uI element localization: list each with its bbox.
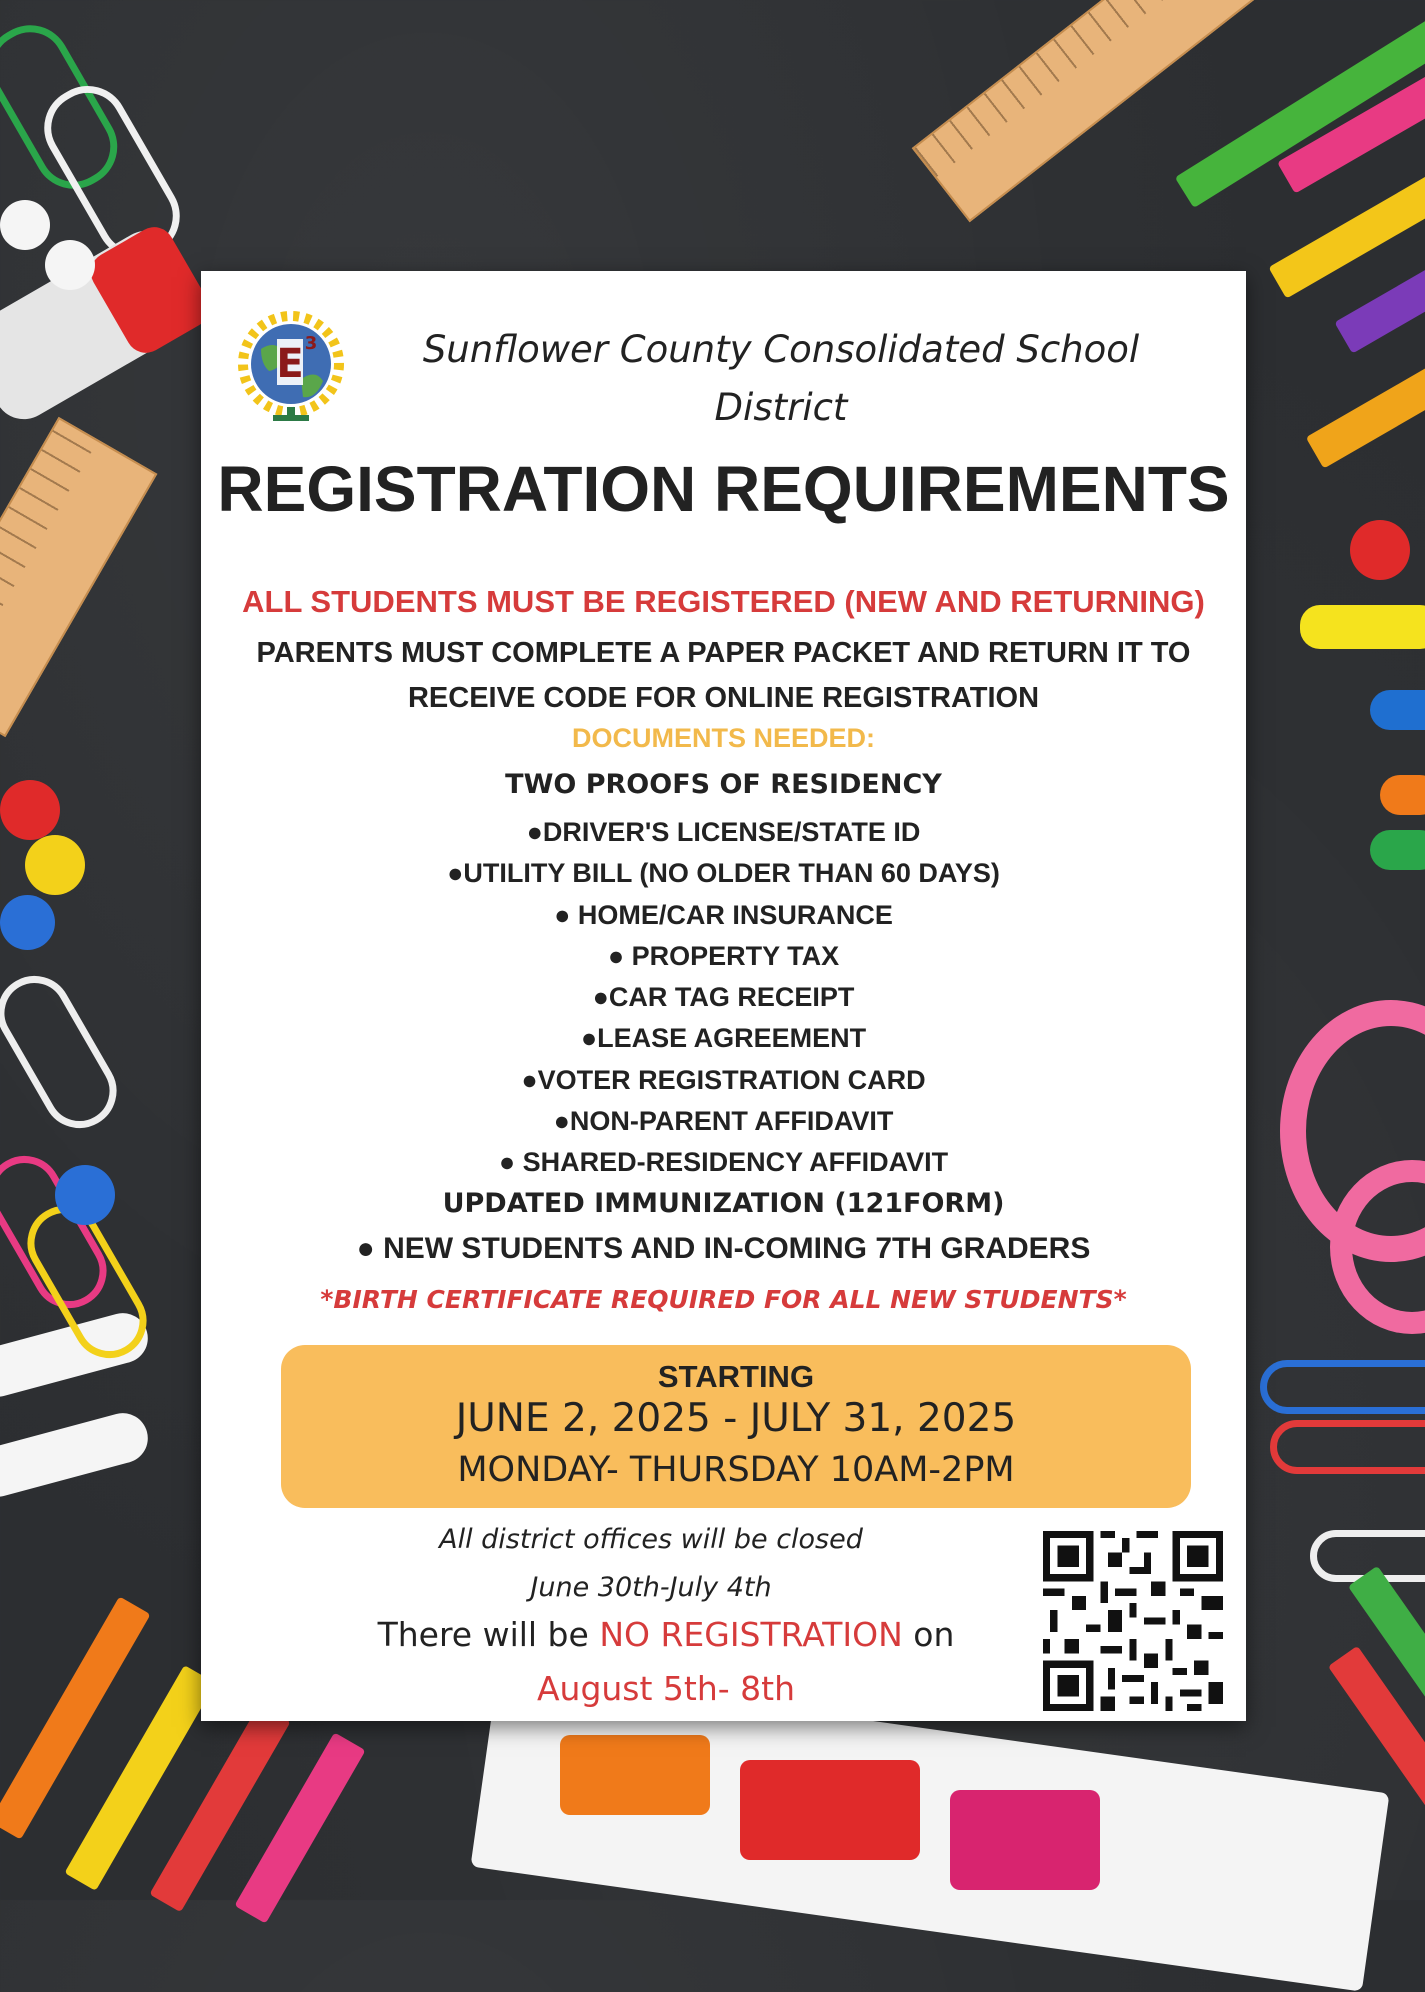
residency-heading: TWO PROOFS OF RESIDENCY xyxy=(505,769,942,800)
parents-line2: RECEIVE CODE FOR ONLINE REGISTRATION xyxy=(407,682,1040,714)
paint-orange xyxy=(560,1735,710,1815)
no-registration-highlight: NO REGISTRATION xyxy=(599,1615,903,1654)
marker-blue xyxy=(1370,690,1425,730)
pin-white-tl2 xyxy=(45,240,95,290)
schedule-dates: JUNE 2, 2025 - JULY 31, 2025 xyxy=(455,1396,1017,1441)
documents-needed-heading: DOCUMENTS NEEDED: xyxy=(571,723,875,753)
district-name-line2: District xyxy=(714,386,848,429)
list-item: ●VOTER REGISTRATION CARD xyxy=(521,1064,926,1095)
schedule-starting: STARTING xyxy=(657,1359,815,1394)
no-registration-notice xyxy=(321,1608,1011,1716)
pencil-orange xyxy=(1306,327,1425,468)
residency-list xyxy=(201,812,1246,1184)
closed-line1: All district offices will be closed xyxy=(439,1524,863,1555)
marker-yellow xyxy=(1300,605,1425,649)
pin-red-r xyxy=(1350,520,1410,580)
schedule-hours: MONDAY- THURSDAY 10AM-2PM xyxy=(457,1450,1015,1490)
pin-yellow-l xyxy=(25,835,85,895)
no-registration-prefix: There will be xyxy=(377,1615,600,1654)
ruler-left xyxy=(0,417,157,737)
no-registration-dates: August 5th- 8th xyxy=(536,1669,796,1708)
list-item: ●DRIVER'S LICENSE/STATE ID xyxy=(526,817,921,847)
schedule-box xyxy=(281,1345,1191,1508)
pin-blue-l2 xyxy=(55,1165,115,1225)
paper-clip-red xyxy=(1270,1420,1425,1474)
pin-white-tl xyxy=(0,200,50,250)
svg-text:E: E xyxy=(276,341,304,387)
list-item: ●LEASE AGREEMENT xyxy=(580,1023,867,1054)
paint-red xyxy=(740,1760,920,1860)
marker-green xyxy=(1370,830,1425,870)
list-item: ● PROPERTY TAX xyxy=(607,940,840,971)
svg-text:3: 3 xyxy=(304,333,318,354)
page-title: REGISTRATION REQUIREMENTS xyxy=(217,453,1230,525)
immunization-item: ● NEW STUDENTS AND IN-COMING 7TH GRADERS xyxy=(356,1232,1091,1265)
pin-blue-l xyxy=(0,895,55,950)
registration-flyer xyxy=(201,271,1246,1721)
no-registration-line xyxy=(321,1608,1011,1662)
list-item: ●UTILITY BILL (NO OLDER THAN 60 DAYS) xyxy=(447,858,1000,889)
pin-red-l xyxy=(0,780,60,840)
parents-line1: PARENTS MUST COMPLETE A PAPER PACKET AND RETURN IT TO xyxy=(256,637,1191,669)
list-item: ●CAR TAG RECEIPT xyxy=(592,982,855,1013)
list-item: ● HOME/CAR INSURANCE xyxy=(554,899,893,930)
chalk-2 xyxy=(0,1408,153,1503)
all-students-notice: ALL STUDENTS MUST BE REGISTERED (NEW AND RETURNING) xyxy=(242,584,1205,619)
paper-clip-white-l xyxy=(0,962,130,1141)
marker-orange xyxy=(1380,775,1425,815)
birth-certificate-notice: *BIRTH CERTIFICATE REQUIRED FOR ALL NEW STUDENTS* xyxy=(320,1285,1127,1314)
list-item: ●NON-PARENT AFFIDAVIT xyxy=(553,1106,894,1137)
district-name xyxy=(351,321,1211,437)
e3-globe-logo-icon xyxy=(231,309,351,429)
parents-instructions xyxy=(201,631,1246,721)
immunization-heading: UPDATED IMMUNIZATION (121FORM) xyxy=(442,1188,1005,1219)
no-registration-suffix: on xyxy=(902,1615,955,1654)
qr-code-icon[interactable] xyxy=(1043,1531,1223,1711)
paper-clip-blue xyxy=(1260,1360,1425,1414)
district-name-line1: Sunflower County Consolidated School xyxy=(422,328,1140,371)
closed-line2: June 30th-July 4th xyxy=(530,1572,772,1603)
paint-magenta xyxy=(950,1790,1100,1890)
list-item: ● SHARED-RESIDENCY AFFIDAVIT xyxy=(498,1147,949,1178)
offices-closed-notice xyxy=(351,1516,951,1612)
